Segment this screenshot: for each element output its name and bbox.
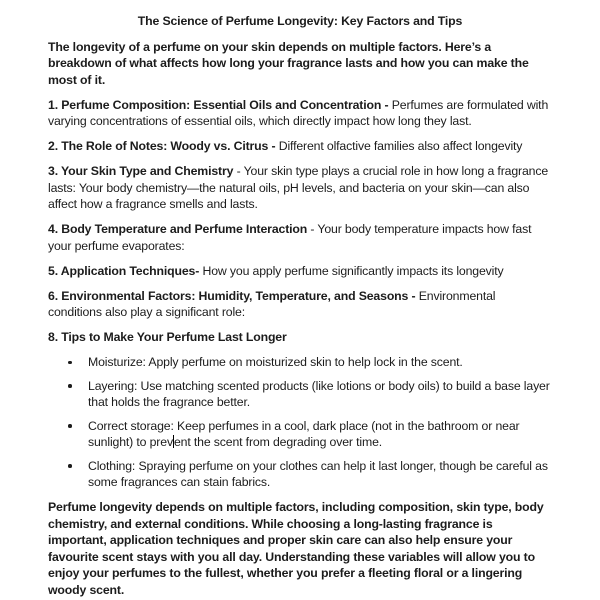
tip-layering-text[interactable]: Layering: Use matching scented products (like lotions or body oils) to build a base layer that holds the fragrance better.: [88, 378, 550, 409]
section-2-heading[interactable]: 2. The Role of Notes: Woody vs. Citrus -: [48, 139, 279, 153]
tip-clothing-text[interactable]: Clothing: Spraying perfume on your clothes can help it last longer, though be careful as some fragrances can stain fabrics.: [88, 458, 548, 489]
section-1-perfume-composition[interactable]: [48, 97, 552, 130]
section-3-body[interactable]: - Your skin type plays a crucial role in how long a fragrance lasts: Your body chemistry—the natural oils, pH levels, and bacteria on your skin—can also affect how a fragrance smells and lasts.: [48, 164, 549, 211]
tip-correct-storage-text-after-caret[interactable]: ent the scent from degrading over time.: [173, 435, 383, 449]
conclusion-paragraph[interactable]: Perfume longevity depends on multiple factors, including composition, skin type, body chemistry, and external conditions. While choosing a long-lasting fragrance is important, application techniques and proper skin care can also help ensure your favourite scent stays with you all day. Understanding these variables will allow you to enjoy your perfumes to the fullest, whether you prefer a fleeting floral or a lingering woody scent.: [48, 500, 544, 597]
section-5-heading[interactable]: 5. Application Techniques-: [48, 263, 203, 278]
section-2-role-of-notes[interactable]: [48, 138, 552, 155]
section-4-heading[interactable]: 4. Body Temperature and Perfume Interaction: [48, 222, 308, 236]
section-6-heading[interactable]: 6. Environmental Factors: Humidity, Temperature, and Seasons -: [48, 288, 419, 303]
section-3-heading[interactable]: 3. Your Skin Type and Chemistry: [48, 164, 234, 178]
tip-item-layering[interactable]: [48, 378, 552, 411]
tip-item-correct-storage[interactable]: [48, 418, 552, 451]
section-2-body[interactable]: Different olfactive families also affect longevity: [278, 139, 523, 153]
tips-list: [48, 354, 552, 491]
intro-paragraph[interactable]: The longevity of a perfume on your skin depends on multiple factors. Here’s a breakdown of what affects how long your fragrance lasts and how you can make the most of it.: [48, 39, 529, 87]
tip-moisturize-text[interactable]: Moisturize: Apply perfume on moisturized skin to help lock in the scent.: [88, 355, 463, 369]
section-5-application-techniques[interactable]: [48, 263, 552, 280]
tips-heading[interactable]: 8. Tips to Make Your Perfume Last Longer: [48, 330, 287, 344]
tip-item-clothing[interactable]: [48, 458, 552, 491]
tip-correct-storage-text-before-caret[interactable]: Correct storage: Keep perfumes in a cool, dark place (not in the bathroom or near sunlight) to prev: [88, 418, 520, 449]
section-6-environmental-factors[interactable]: [48, 288, 552, 321]
section-6-body[interactable]: Environmental conditions also play a significant role:: [48, 288, 496, 319]
section-1-body[interactable]: Perfumes are formulated with varying concentrations of essential oils, which directly impact how long they last.: [48, 97, 549, 128]
tip-item-moisturize[interactable]: [48, 354, 552, 371]
section-4-body-temperature[interactable]: [48, 221, 552, 254]
section-1-heading[interactable]: 1. Perfume Composition: Essential Oils and Concentration -: [48, 97, 392, 112]
section-5-body[interactable]: How you apply perfume significantly impacts its longevity: [202, 263, 504, 278]
document-title[interactable]: The Science of Perfume Longevity: Key Factors and Tips: [137, 14, 463, 28]
section-3-skin-type-chemistry[interactable]: [48, 163, 552, 213]
section-4-body[interactable]: - Your body temperature impacts how fast your perfume evaporates:: [48, 222, 532, 253]
